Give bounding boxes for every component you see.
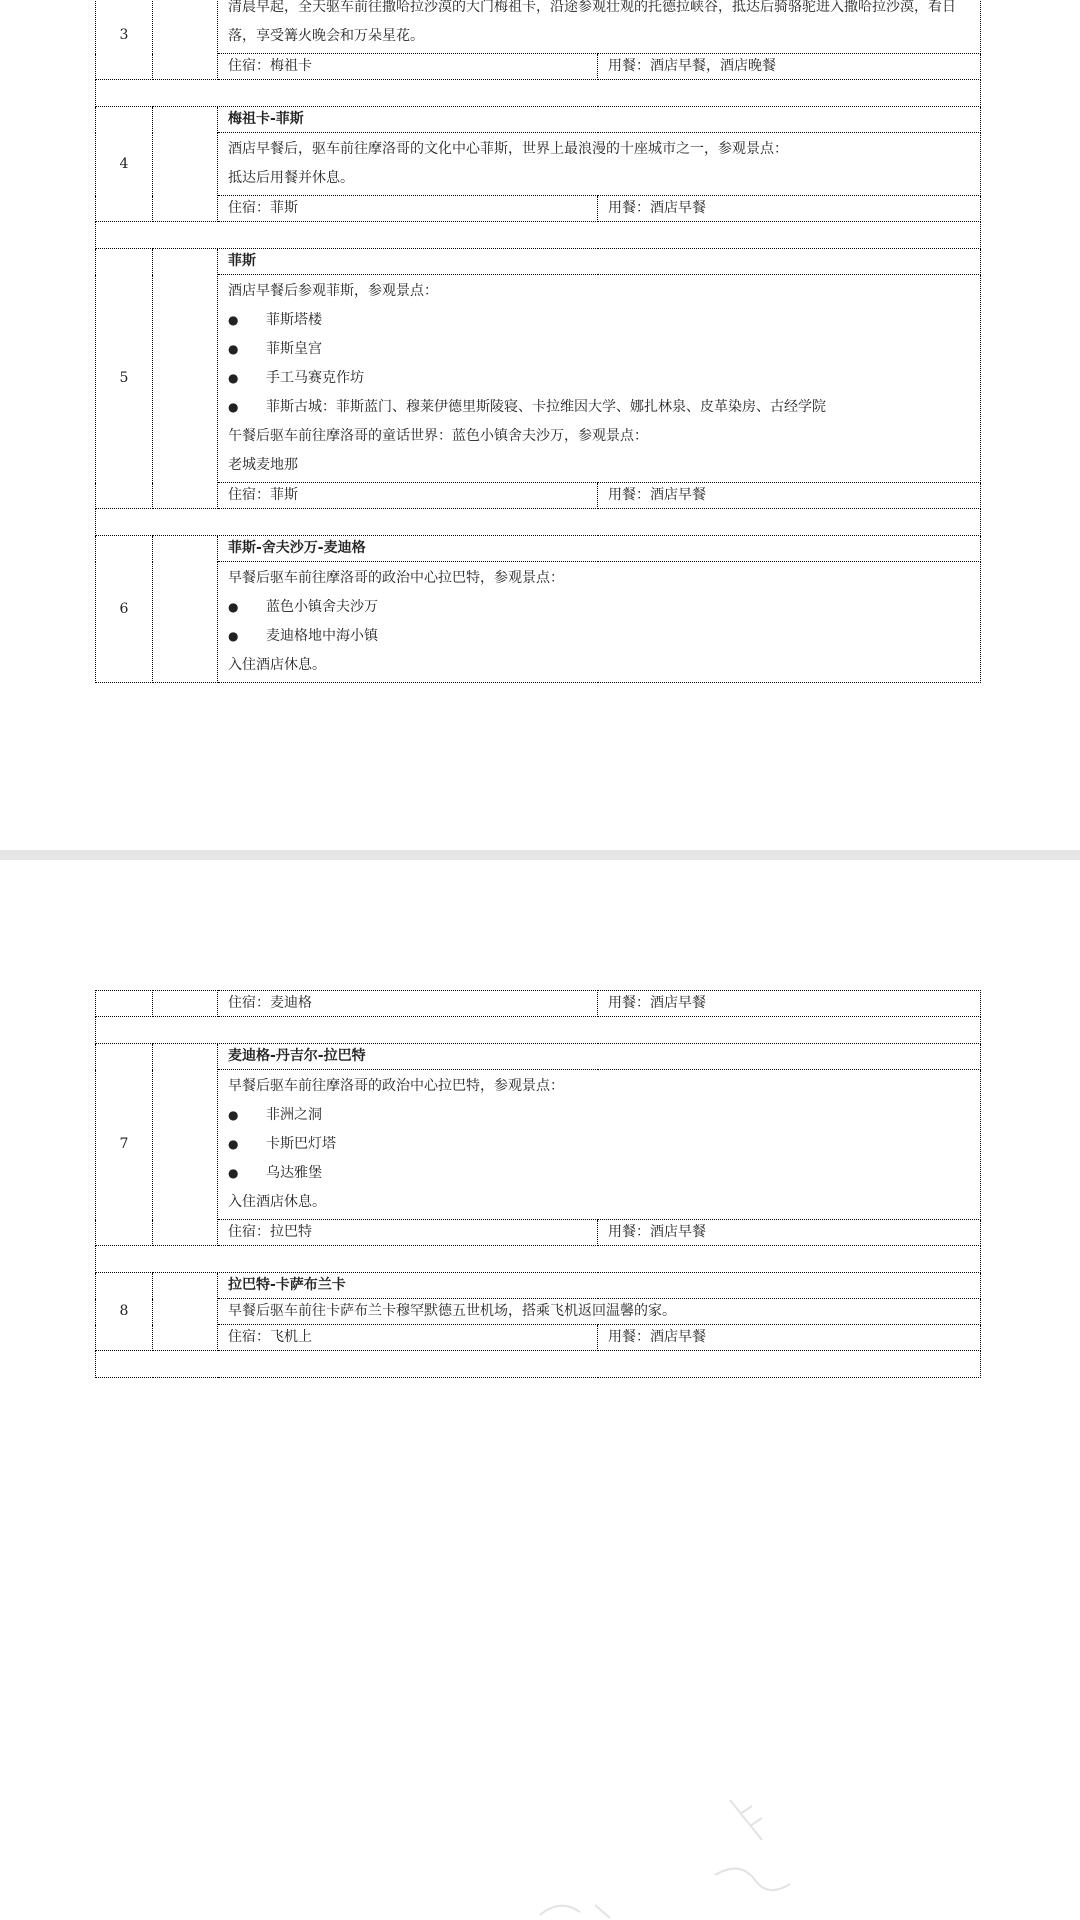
description-intro: 早餐后驱车前往摩洛哥的政治中心拉巴特，参观景点：: [228, 1078, 564, 1094]
day-title: 麦迪格-丹吉尔-拉巴特: [218, 1044, 981, 1070]
bullet-item: [228, 335, 970, 364]
bullet-text: 手工马赛克作坊: [266, 370, 364, 386]
bullet-text: 乌达雅堡: [266, 1165, 322, 1181]
bullet-dot-icon: ●: [228, 1108, 239, 1122]
day-6-title-row: [96, 536, 981, 562]
day-number: 5: [96, 249, 153, 509]
bullet-text: 非洲之洞: [266, 1107, 322, 1123]
day-image-cell: [153, 249, 218, 509]
bullet-text: 菲斯古城：菲斯蓝门、穆莱伊德里斯陵寝、卡拉维因大学、娜扎林泉、皮革染房、古经学院: [266, 399, 826, 415]
lodging-cell: 住宿：菲斯: [218, 483, 598, 509]
lodging-cell: 住宿：梅祖卡: [218, 54, 598, 80]
day-5-title-row: [96, 249, 981, 275]
meals-cell: 用餐：酒店早餐: [598, 483, 981, 509]
day-5-lodging-row: [96, 483, 981, 509]
description-line: 入住酒店休息。: [228, 657, 326, 673]
day-image-cell: [153, 1273, 218, 1351]
description-line: 抵达后用餐并休息。: [228, 170, 354, 186]
bullet-dot-icon: ●: [228, 629, 239, 643]
bullet-dot-icon: ●: [228, 1137, 239, 1151]
bullet-dot-icon: ●: [228, 400, 239, 414]
bullet-text: 菲斯塔楼: [266, 312, 322, 328]
day-title: 梅祖卡-菲斯: [218, 107, 981, 133]
day-6-description-row: [96, 562, 981, 683]
spacer-row: [96, 222, 981, 249]
day-number: [96, 991, 153, 1017]
day-image-cell: [153, 536, 218, 683]
bullet-item: [228, 306, 970, 335]
day-4-description-row: [96, 133, 981, 196]
day-number: 7: [96, 1044, 153, 1246]
description-intro: 早餐后驱车前往摩洛哥的政治中心拉巴特，参观景点：: [228, 570, 564, 586]
day-image-cell: [153, 0, 218, 80]
day-description: [218, 0, 981, 54]
lodging-cell: 住宿：麦迪格: [218, 991, 598, 1017]
description-line: 午餐后驱车前往摩洛哥的童话世界：蓝色小镇舍夫沙万，参观景点：: [228, 428, 648, 444]
day-8-lodging-row: [96, 1325, 981, 1351]
bullet-item: [228, 622, 970, 651]
bullet-dot-icon: ●: [228, 600, 239, 614]
description-line: 入住酒店休息。: [228, 1194, 326, 1210]
day-title: 菲斯-舍夫沙万-麦迪格: [218, 536, 981, 562]
day-7-description-row: [96, 1070, 981, 1220]
day-7-title-row: [96, 1044, 981, 1070]
day-description: [218, 1070, 981, 1220]
lodging-cell: 住宿：菲斯: [218, 196, 598, 222]
day-8-description-row: [96, 1299, 981, 1325]
bullet-item: [228, 364, 970, 393]
itinerary-table-page-2: [95, 990, 981, 1378]
bullet-dot-icon: ●: [228, 1166, 239, 1180]
day-title: 拉巴特-卡萨布兰卡: [218, 1273, 981, 1299]
day-description: [218, 275, 981, 483]
watermark-logo-icon: [500, 1780, 820, 1920]
bullet-item: [228, 593, 970, 622]
day-description: [218, 133, 981, 196]
page-separator: [0, 850, 1080, 860]
spacer-row: [96, 1351, 981, 1378]
spacer-row: [96, 1017, 981, 1044]
meals-cell: 用餐：酒店早餐: [598, 196, 981, 222]
description-line: 酒店早餐后，驱车前往摩洛哥的文化中心菲斯，世界上最浪漫的十座城市之一，参观景点：: [228, 141, 788, 157]
meals-cell: 用餐：酒店早餐: [598, 991, 981, 1017]
day-6-lodging-row: [96, 991, 981, 1017]
day-title: 菲斯: [218, 249, 981, 275]
bullet-item: [228, 1101, 970, 1130]
document-page-2: [0, 860, 1080, 1920]
bullet-text: 菲斯皇宫: [266, 341, 322, 357]
day-7-lodging-row: [96, 1220, 981, 1246]
bullet-dot-icon: ●: [228, 342, 239, 356]
bullet-text: 卡斯巴灯塔: [266, 1136, 336, 1152]
day-image-cell: [153, 107, 218, 222]
day-4-title-row: [96, 107, 981, 133]
description-line: 老城麦地那: [228, 457, 298, 473]
day-description: [218, 562, 981, 683]
document-page-1: [0, 0, 1080, 850]
day-image-cell: [153, 991, 218, 1017]
day-number: 3: [96, 0, 153, 80]
day-number: 4: [96, 107, 153, 222]
meals-cell: 用餐：酒店早餐: [598, 1325, 981, 1351]
spacer-row: [96, 1246, 981, 1273]
description-intro: 酒店早餐后参观菲斯，参观景点：: [228, 283, 438, 299]
bullet-text: 蓝色小镇舍夫沙万: [266, 599, 378, 615]
day-5-description-row: [96, 275, 981, 483]
day-3-description-row: [96, 0, 981, 54]
day-3-lodging-row: [96, 54, 981, 80]
lodging-cell: 住宿：拉巴特: [218, 1220, 598, 1246]
bullet-item: [228, 393, 970, 422]
day-number: 6: [96, 536, 153, 683]
spacer-row: [96, 80, 981, 107]
bullet-dot-icon: ●: [228, 313, 239, 327]
meals-cell: 用餐：酒店早餐: [598, 1220, 981, 1246]
day-8-title-row: [96, 1273, 981, 1299]
day-4-lodging-row: [96, 196, 981, 222]
bullet-text: 麦迪格地中海小镇: [266, 628, 378, 644]
lodging-cell: 住宿：飞机上: [218, 1325, 598, 1351]
spacer-row: [96, 509, 981, 536]
itinerary-table-page-1: [95, 0, 981, 683]
bullet-item: [228, 1130, 970, 1159]
bullet-dot-icon: ●: [228, 371, 239, 385]
day-image-cell: [153, 1044, 218, 1246]
day-number: 8: [96, 1273, 153, 1351]
description-text: 早餐后驱车前往卡萨布兰卡穆罕默德五世机场，搭乘飞机返回温馨的家。: [228, 1303, 676, 1319]
meals-cell: 用餐：酒店早餐，酒店晚餐: [598, 54, 981, 80]
bullet-item: [228, 1159, 970, 1188]
day-description: [218, 1299, 981, 1325]
description-text: 清晨早起，全天驱车前往撒哈拉沙漠的大门梅祖卡，沿途参观壮观的托德拉峡谷，抵达后骑骆驼进入撒哈拉沙漠，看日落，享受篝火晚会和万朵星花。: [228, 0, 956, 44]
